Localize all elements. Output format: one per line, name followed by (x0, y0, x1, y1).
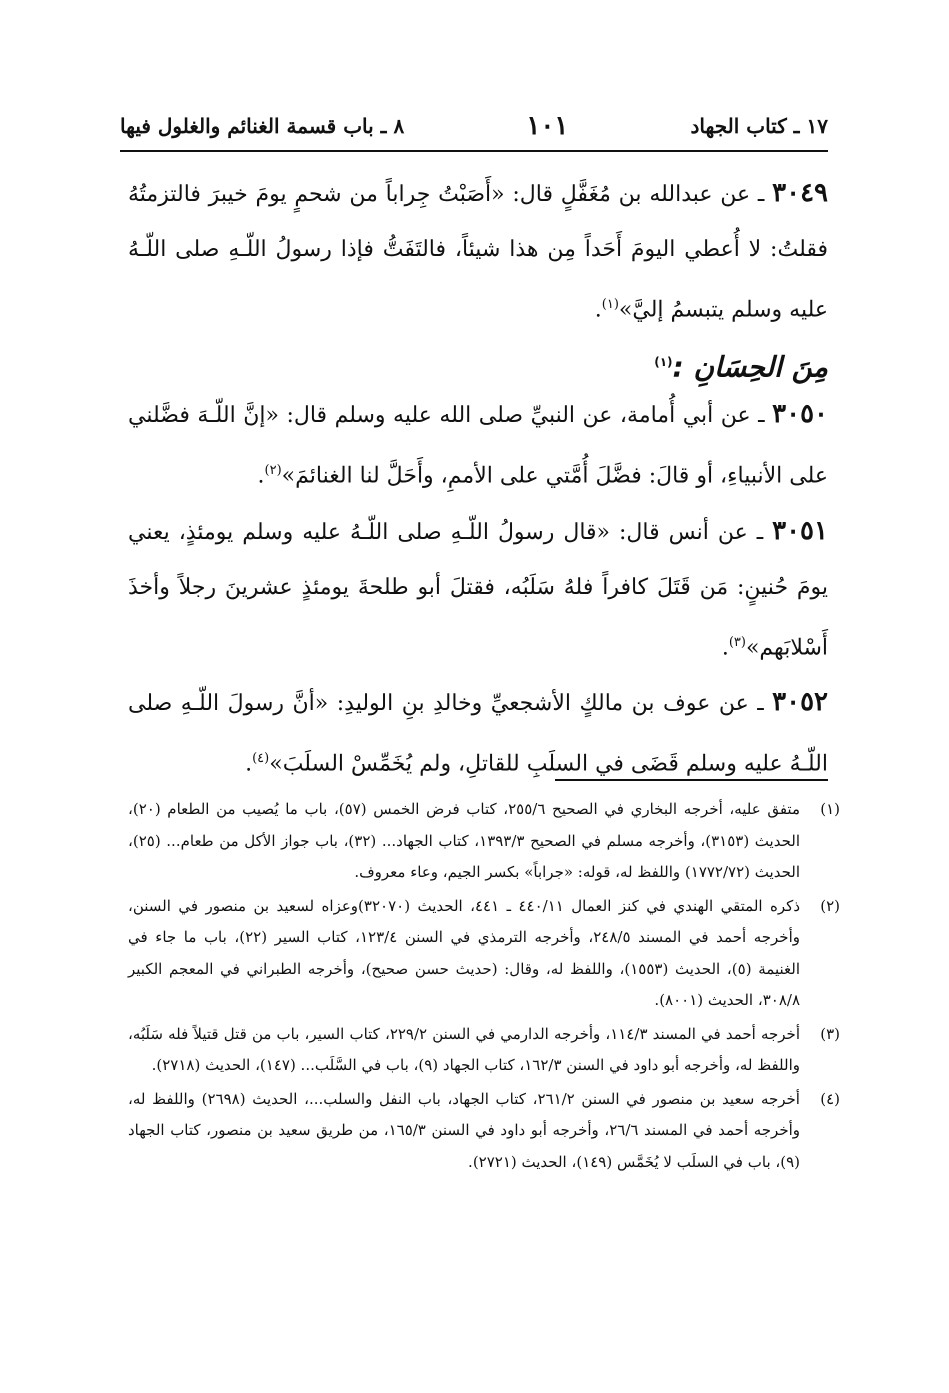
hadith-text: ـ عن عبدالله بن مُغَفَّلٍ قال: «أَصَبْتُ جِراباً من شحمٍ يومَ خيبرَ فالتزمتُهُ فقلتُ: لا أُعطي اليومَ أَحَداً مِن هذا شيئاً، فالتَفَتُّ فإذا رسولُ اللّـهِ صلى اللّـهُ عليه وسلم يتبسمُ إليَّ» (128, 182, 828, 323)
header-chapter-title: ٨ ـ باب قسمة الغنائم والغلول فيها (120, 114, 405, 138)
hadith-text: ـ عن عوف بن مالكٍ الأشجعيِّ وخالدِ بنِ الوليدِ: «أنَّ رسولَ اللّـهِ صلى اللّـهُ عليه وسلم قَضَى في السلَبِ للقاتلِ، ولم يُخَمِّسْ السلَبَ» (128, 690, 828, 777)
footnote-number: (٣) (820, 1024, 840, 1043)
hadith-3050: ٣٠٥٠ ـ عن أبي أُمامة، عن النبيِّ صلى الله عليه وسلم قال: «إنَّ اللّـهَ فضَّلني على الأنبياءِ، أو قالَ: فضَّلَ أُمَّتي على الأممِ، وأَحَلَّ لنا الغنائمَ»$^{(٢)}$. (128, 399, 828, 489)
footnote-number: (١) (820, 800, 840, 818)
footnote-text: أخرجه سعيد بن منصور في السنن ٢٦١/٢، كتاب الجهاد، باب النفل والسلب...، الحديث (٢٦٩٨) واللفظ له، وأخرجه أحمد في المسند ٢٦/٦، وأخرجه أبو داود في السنن ١٦٥/٣، من طريق سعيد بن منصور، كتاب الجهاد (٩)، باب في السلَب لا يُخَمَّس (١٤٩)، الحديث (٢٧٢١). (128, 1089, 800, 1171)
hadith-text: ـ عن أبي أُمامة، عن النبيِّ صلى الله عليه وسلم قال: «إنَّ اللّـهَ فضَّلني على الأنبياءِ، أو قالَ: فضَّلَ أُمَّتي على الأممِ، وأَحَلَّ لنا الغنائمَ» (128, 403, 828, 489)
page-number: ١٠١ (526, 111, 569, 141)
hadith-number: ٣٠٤٩ (772, 178, 828, 208)
footnote-ref: (١) (601, 297, 619, 312)
hadith-number: ٣٠٥١ (772, 515, 828, 546)
header-rule (120, 150, 828, 152)
footnote-2 (128, 891, 840, 1017)
section-heading-text: مِنَ الحِسَانِ : (672, 350, 828, 384)
footnote-4 (128, 1084, 840, 1179)
hadith-3049: ٣٠٤٩ ـ عن عبدالله بن مُغَفَّلٍ قال: «أَصَبْتُ جِراباً من شحمٍ يومَ خيبرَ فالتزمتُهُ فقلتُ: لا أُعطي اليومَ أَحَداً مِن هذا شيئاً، فالتَفَتُّ فإذا رسولُ اللّـهِ صلى اللّـهُ عليه وسلم يتبسمُ إليَّ»$^{(١)}$. (128, 178, 828, 323)
hadith-number: ٣٠٥٠ (772, 399, 828, 430)
footnote-text: متفق عليه، أخرجه البخاري في الصحيح ٢٥٥/٦، كتاب فرض الخمس (٥٧)، باب ما يُصيب من الطعام (٢٠)، الحديث (٣١٥٣)، وأخرجه مسلم في الصحيح ١٣٩٣/٣، كتاب الجهاد... (٣٢)، باب جواز الأكل من طعام... (٢٥)، الحديث (١٧٧٢/٧٢) واللفظ له، قوله: «جراباً» بكسر الجيم، وعاء معروف. (128, 800, 801, 881)
section-footnote-ref: (١) (654, 355, 673, 370)
section-heading (128, 337, 828, 387)
footnote-ref: (٢) (264, 463, 282, 479)
hadith-body (128, 166, 828, 791)
footnote-ref: (٤) (252, 750, 270, 766)
hadith-number: ٣٠٥٢ (772, 686, 829, 717)
footnotes (128, 794, 840, 1180)
footnote-ref: (٣) (728, 634, 746, 650)
footnote-number: (٤) (820, 1089, 840, 1108)
hadith-text: ـ عن أنس قال: «قال رسولُ اللّـهِ صلى اللّـهُ عليه وسلم يومئذٍ، يعني يومَ حُنينٍ: مَن قَتَلَ كافراً فلهُ سَلَبُه، فقتلَ أبو طلحةَ يومئذٍ عشرينَ رجلاً وأخذَ أَسْلابَهم» (128, 519, 828, 660)
running-header (120, 108, 828, 144)
hadith-3052: ٣٠٥٢ ـ عن عوف بن مالكٍ الأشجعيِّ وخالدِ بنِ الوليدِ: «أنَّ رسولَ اللّـهِ صلى اللّـهُ عليه وسلم قَضَى في السلَبِ للقاتلِ، ولم يُخَمِّسْ السلَبَ»$^{(٤)}$. (128, 686, 829, 777)
hadith-3051: ٣٠٥١ ـ عن أنس قال: «قال رسولُ اللّـهِ صلى اللّـهُ عليه وسلم يومئذٍ، يعني يومَ حُنينٍ: مَن قَتَلَ كافراً فلهُ سَلَبُه، فقتلَ أبو طلحةَ يومئذٍ عشرينَ رجلاً وأخذَ أَسْلابَهم»$^{(٣)}$. (128, 515, 828, 660)
footnote-text: أخرجه أحمد في المسند ١١٤/٣، وأخرجه الدارمي في السنن ٢٢٩/٢، كتاب السير، باب من قتل قتيلاً فله سَلَبُه، واللفظ له، وأخرجه أبو داود في السنن ١٦٢/٣، كتاب الجهاد (٩)، باب في السَّلَب... (١٤٧)، الحديث (٢٧١٨). (128, 1024, 800, 1074)
footnote-text: ذكره المتقي الهندي في كنز العمال ٤٤٠/١١ ـ ٤٤١، الحديث (٣٢٠٧٠)وعزاه لسعيد بن منصور في السنن، وأخرجه أحمد في المسند ٢٤٨/٥، وأخرجه الترمذي في السنن ١٢٣/٤، كتاب السير (٢٢)، باب ما جاء في الغنيمة (٥)، الحديث (١٥٥٣)، واللفظ له، وقال: (حديث حسن صحيح)، وأخرجه الطبراني في المعجم الكبير ٣٠٨/٨، الحديث (٨٠٠١). (128, 896, 801, 1009)
footnote-separator (555, 779, 828, 781)
footnote-3 (128, 1019, 840, 1082)
footnote-number: (٢) (820, 896, 840, 915)
header-book-title: ١٧ ـ كتاب الجهاد (690, 114, 828, 138)
footnote-1 (128, 794, 840, 889)
